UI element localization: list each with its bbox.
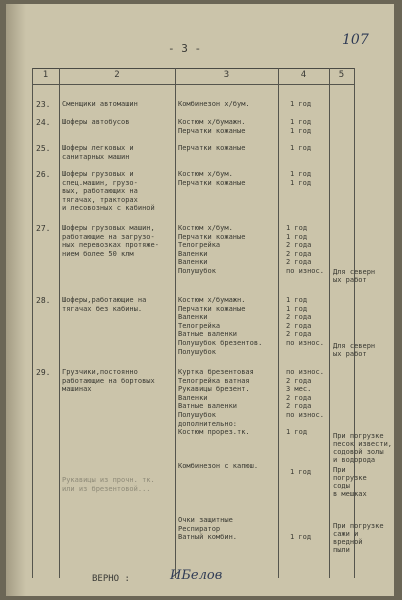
position-cell: Шоферы,работающие на тягачах без кабины. bbox=[62, 296, 147, 313]
term-cell: 1 год bbox=[290, 144, 312, 152]
item-cell: Перчатки кожаные bbox=[178, 144, 246, 152]
item-cell: Очки защитные Респиратор Ватный комбин. bbox=[178, 516, 238, 542]
note-cell: При погрузке сажи и вредной пыли bbox=[333, 522, 384, 554]
note-cell: При погрузке соды в мешках bbox=[333, 466, 367, 498]
page-number: - 3 - bbox=[168, 42, 202, 55]
row-number: 25. bbox=[36, 144, 51, 153]
column-header: 5 bbox=[338, 70, 345, 80]
row-number: 24. bbox=[36, 118, 51, 127]
item-cell: Костюм х/бумажн. Перчатки кожаные Валенки Телогрейка Ватные валенки Полушубок брезентов. Полушубок bbox=[178, 296, 263, 356]
column-header: 2 bbox=[114, 70, 120, 80]
position-cell: Шоферы легковых и санитарных машин bbox=[62, 144, 134, 161]
row-number: 27. bbox=[36, 224, 51, 233]
note-cell: Для северн ых работ bbox=[333, 268, 376, 284]
position-cell: Шоферы автобусов bbox=[62, 118, 130, 126]
column-header: 4 bbox=[300, 70, 307, 80]
item-cell: Комбинезон с капюш. bbox=[178, 462, 259, 470]
footer-label: ВЕРНО : bbox=[92, 574, 130, 584]
note-cell: При погрузке песок извести, содовой золы и водорода bbox=[333, 432, 393, 464]
term-cell: 1 год 1 год bbox=[290, 170, 312, 187]
handwritten-page-number: 107 bbox=[342, 32, 369, 48]
row-number: 23. bbox=[36, 100, 51, 109]
faded-text: Рукавицы из прочн. тк. или из брезентовой... bbox=[62, 476, 155, 493]
item-cell: Костюм х/бумажн. Перчатки кожаные bbox=[178, 118, 246, 135]
position-cell: Грузчики,постоянно работающие на бортовых машинах bbox=[62, 368, 155, 394]
row-number: 26. bbox=[36, 170, 51, 179]
column-header: 1 bbox=[42, 70, 49, 80]
term-cell: 1 год 1 год bbox=[290, 118, 312, 135]
term-cell: 1 год 1 год 2 года 2 года 2 года по износ. bbox=[286, 224, 324, 275]
item-cell: Куртка брезентовая Телогрейка ватная Рукавицы брезент. Валенки Ватные валенки Полушубок дополнительно: Костюм прорез.тк. bbox=[178, 368, 254, 437]
term-cell: по износ. 2 года 3 мес. 2 года 2 года по износ. 1 год bbox=[286, 368, 324, 437]
item-cell: Костюм х/бум. Перчатки кожаные Телогрейка Валенки Валенки Полушубок bbox=[178, 224, 246, 275]
position-cell: Шоферы грузовых и спец.машин, грузо- вых, работающих на тягачах, тракторах и лесовозных с кабиной bbox=[62, 170, 155, 213]
position-cell: Сменщики автомашин bbox=[62, 100, 138, 108]
item-cell: Костюм х/бум. Перчатки кожаные bbox=[178, 170, 246, 187]
term-cell: 1 год bbox=[290, 468, 312, 476]
column-header: 3 bbox=[223, 70, 230, 80]
position-cell: Шоферы грузовых машин, работающие на загрузо- ных перевозках протяже- нием более 50 клм bbox=[62, 224, 159, 258]
signature: ИБелов bbox=[170, 568, 223, 583]
row-number: 29. bbox=[36, 368, 51, 377]
item-cell: Комбинезон х/бум. bbox=[178, 100, 250, 108]
note-cell: Для северн ых работ bbox=[333, 342, 376, 358]
term-cell: 1 год 1 год 2 года 2 года 2 года по износ. bbox=[286, 296, 324, 347]
row-number: 28. bbox=[36, 296, 51, 305]
term-cell: 1 год bbox=[290, 533, 312, 542]
term-cell: 1 год bbox=[290, 100, 312, 108]
